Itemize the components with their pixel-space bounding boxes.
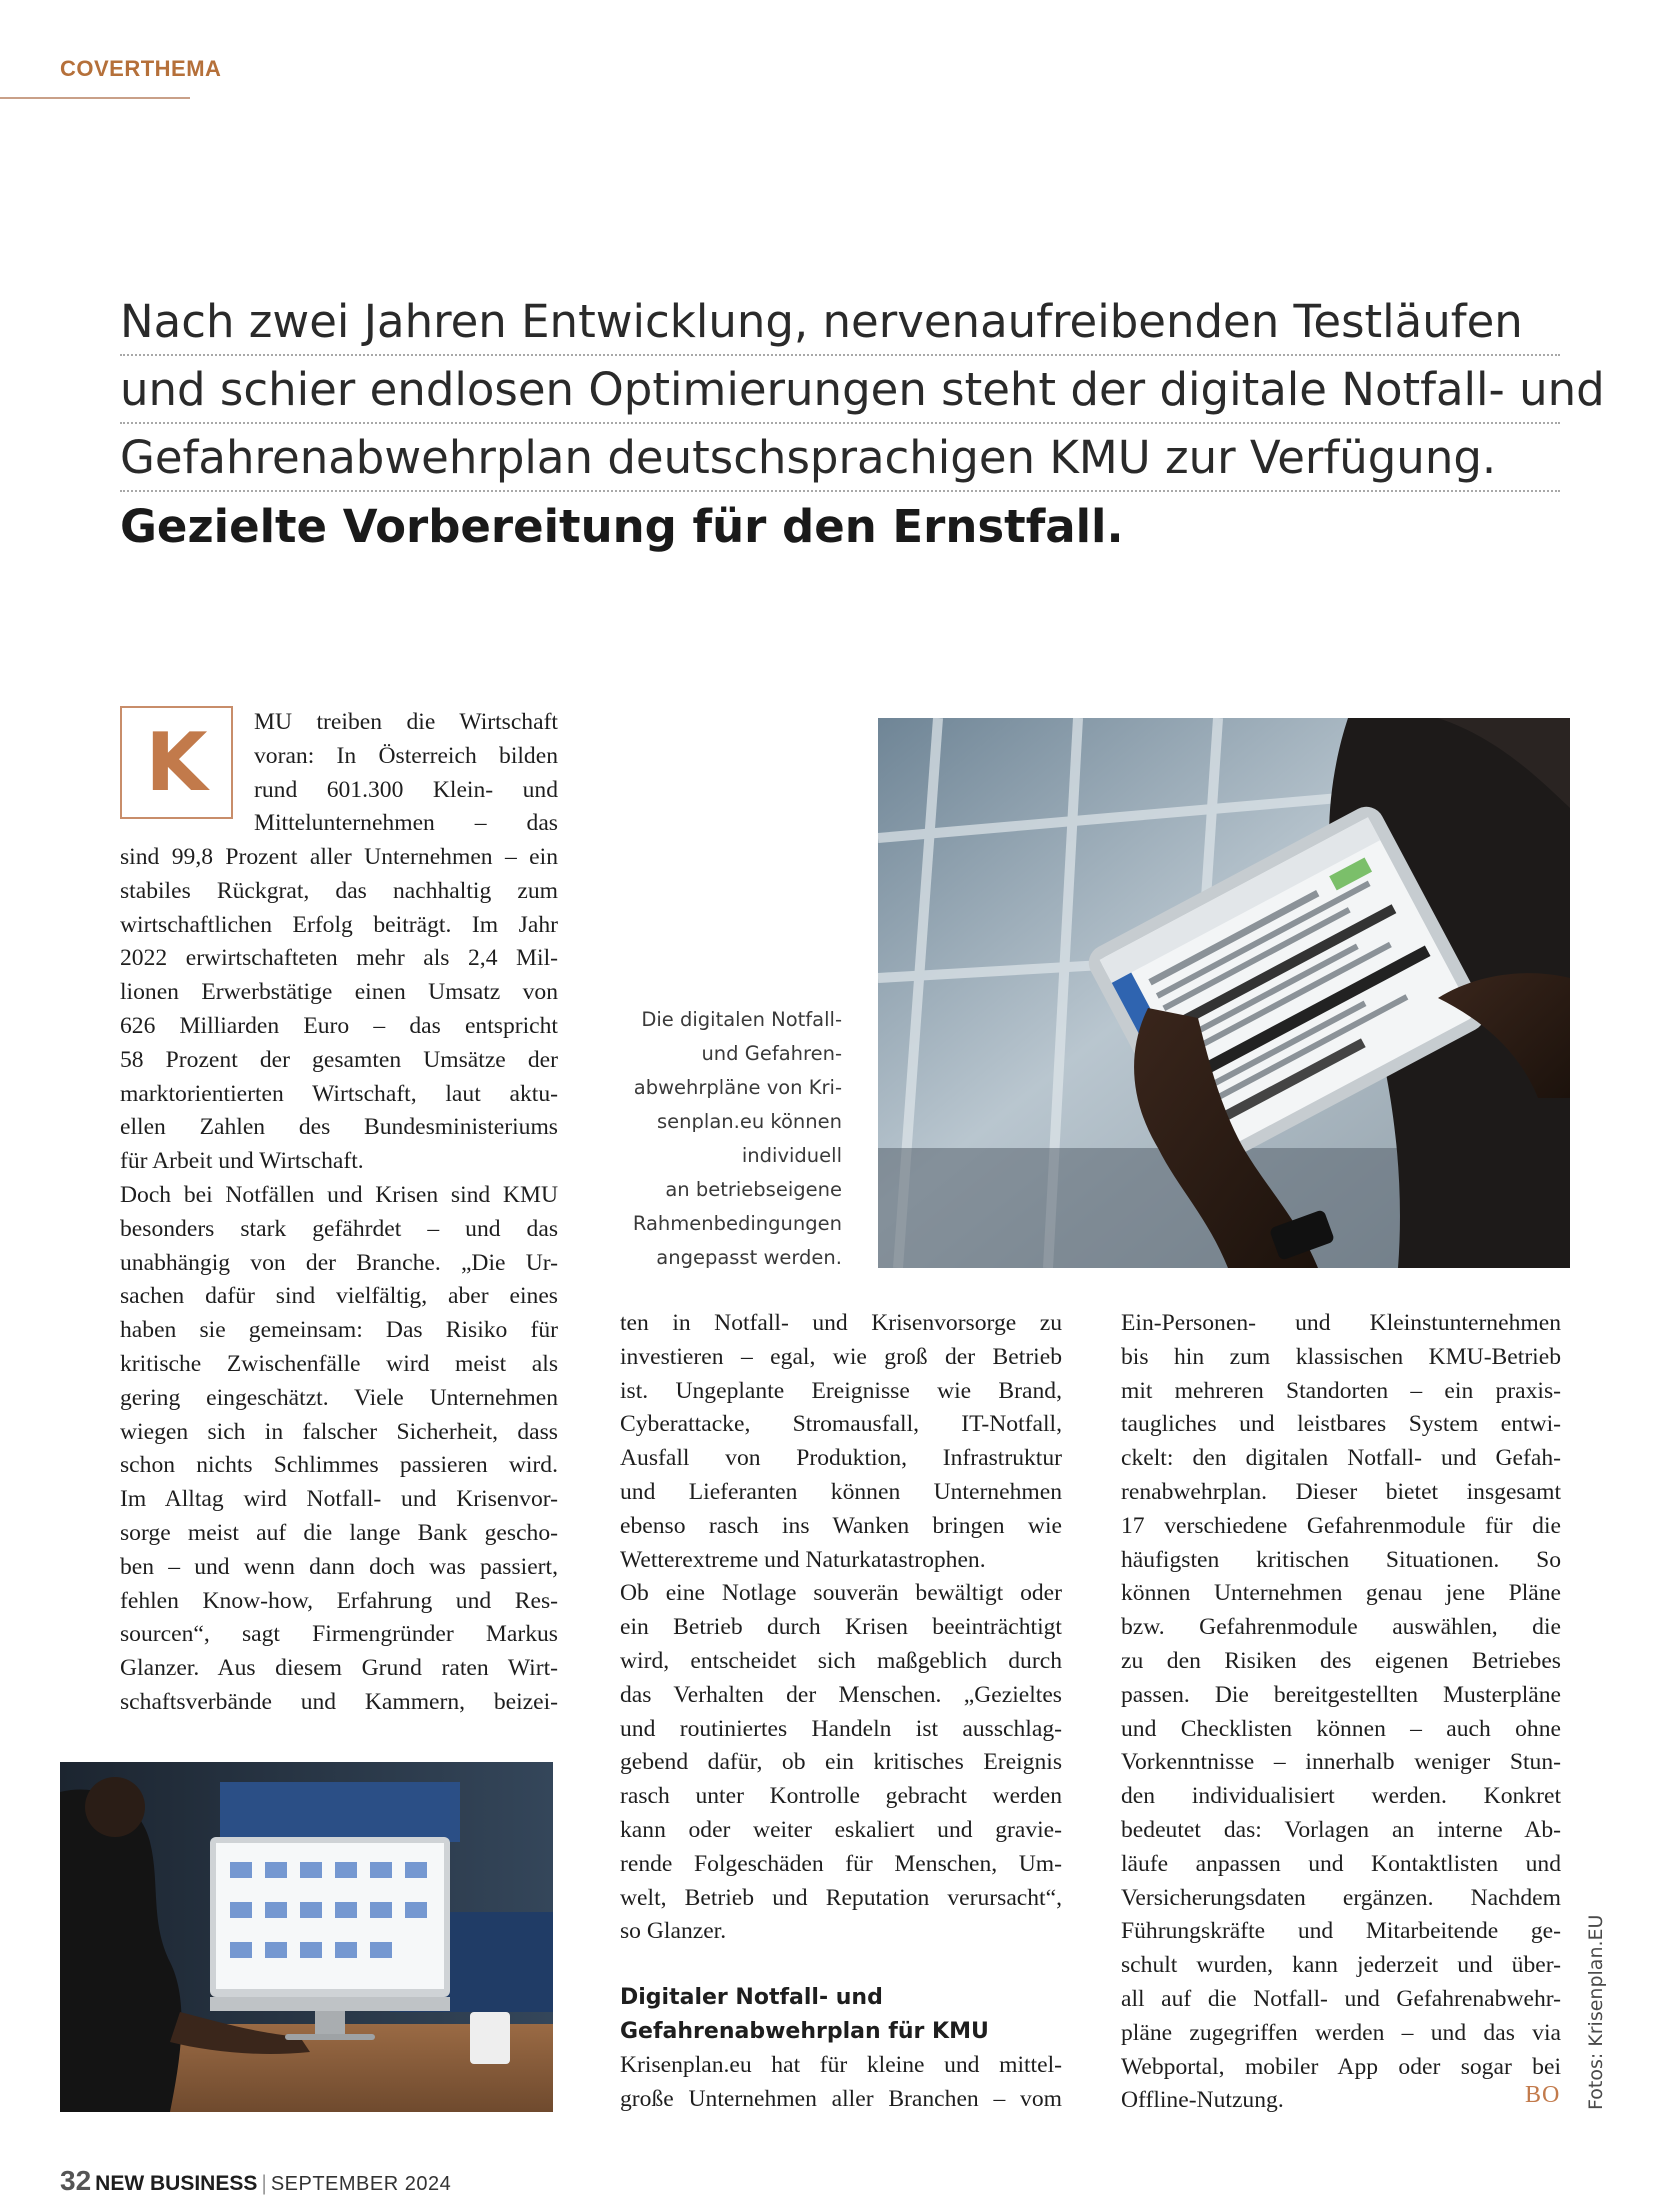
text-line: ten in Notfall- und Krisenvorsorge zu (620, 1310, 1062, 1336)
text-line: Ein-Personen- und Kleinstunternehmen (1121, 1310, 1561, 1336)
text-line: haben sie gemeinsam: Das Risiko für (120, 1317, 558, 1344)
section-rule (0, 97, 190, 99)
text-line: den individualisiert werden. Konkret (1121, 1783, 1561, 1810)
text-line: Führungskräfte und Mitarbeitende ge- (1121, 1918, 1561, 1945)
caption-line: Rahmenbedingungen (632, 1212, 842, 1235)
text-line: rund 601.300 Klein- und (254, 776, 558, 803)
text-line: rende Folgeschäden für Menschen, Um- (620, 1850, 1062, 1877)
caption-line: individuell (741, 1144, 842, 1167)
text-line: ist. Ungeplante Ereignisse wie Brand, (620, 1377, 1062, 1404)
text-line: Ausfall von Produktion, Infrastruktur (620, 1445, 1062, 1472)
text-line: Versicherungsdaten ergänzen. Nachdem (1121, 1884, 1561, 1911)
text-line: pläne zugegriffen werden – und das via (1121, 2019, 1561, 2046)
intro-lead (120, 288, 1605, 492)
caption-line: und Gefahren- (701, 1042, 842, 1065)
text-line: 17 verschiedene Gefahrenmodule für die (1121, 1512, 1561, 1539)
subhead-line: Gefahrenabwehrplan für KMU (620, 2019, 989, 2044)
text-line: Im Alltag wird Notfall- und Krisenvor- (120, 1486, 558, 1513)
text-line: Offline-Nutzung. (1121, 2087, 1284, 2114)
caption-line: Die digitalen Notfall- (641, 1008, 842, 1031)
text-line: das Verhalten der Menschen. „Gezieltes (620, 1681, 1062, 1708)
text-line: 626 Milliarden Euro – das entspricht (120, 1012, 558, 1039)
text-line: bis hin zum klassischen KMU-Betrieb (1121, 1343, 1561, 1370)
text-line: unabhängig von der Branche. „Die Ur- (120, 1249, 558, 1276)
caption-line: senplan.eu können (657, 1110, 842, 1133)
photo-caption (600, 1003, 842, 1275)
text-line: 58 Prozent der gesamten Umsätze der (120, 1046, 558, 1073)
intro-headline: Gezielte Vorbereitung für den Ernstfall. (120, 500, 1124, 553)
photo-credit: Fotos: Krisenplan.EU (1585, 1914, 1607, 2110)
article-column-2-continued (620, 2049, 1062, 2117)
text-line: kritische Zwischenfälle wird meist als (120, 1350, 558, 1377)
text-line: Cyberattacke, Stromausfall, IT-Notfall, (620, 1411, 1062, 1438)
text-line: für Arbeit und Wirtschaft. (120, 1148, 364, 1175)
text-line: wiegen sich in falscher Sicherheit, dass (120, 1418, 558, 1445)
text-line: ben – und wenn dann doch was passiert, (120, 1553, 558, 1580)
text-line: und routiniertes Handeln ist ausschlag- (620, 1715, 1062, 1742)
text-line: all auf die Notfall- und Gefahrenabwehr- (1121, 1985, 1561, 2012)
text-line: welt, Betrieb und Reputation verursacht“, (620, 1884, 1062, 1911)
text-line: lionen Erwerbstätige einen Umsatz von (120, 979, 558, 1006)
text-line: sourcen“, sagt Firmengründer Markus (120, 1621, 558, 1648)
text-line: stabiles Rückgrat, das nachhaltig zum (120, 877, 558, 904)
article-column-1 (120, 841, 558, 1720)
tablet-photo-illustration (878, 718, 1570, 1268)
text-line: wirtschaftlichen Erfolg beiträgt. Im Jahr (120, 911, 558, 938)
text-line: voran: In Österreich bilden (254, 742, 558, 769)
text-line: Glanzer. Aus diesem Grund raten Wirt- (120, 1655, 558, 1682)
text-line: ebenso rasch ins Wanken bringen wie (620, 1512, 1062, 1539)
intro-line: Nach zwei Jahren Entwicklung, nervenaufreibenden Testläufen (120, 288, 1560, 356)
text-line: ellen Zahlen des Bundesministeriums (120, 1114, 558, 1141)
text-line: marktorientierten Wirtschaft, laut aktu- (120, 1080, 558, 1107)
text-line: renabwehrplan. Dieser bietet insgesamt (1121, 1478, 1561, 1505)
article-column-2 (620, 1307, 1062, 1949)
caption-line: abwehrpläne von Kri- (633, 1076, 842, 1099)
text-line: 2022 erwirtschafteten mehr als 2,4 Mil- (120, 945, 558, 972)
article-column-1-wrap (254, 706, 558, 841)
desk-photo-illustration (60, 1762, 553, 2112)
text-line: und Checklisten können – auch ohne (1121, 1715, 1561, 1742)
text-line: Webportal, mobiler App oder sogar bei (1121, 2053, 1561, 2080)
text-line: schult wurden, kann jederzeit und über- (1121, 1952, 1561, 1979)
text-line: ein Betrieb durch Krisen beeinträchtigt (620, 1614, 1062, 1641)
text-line: taugliches und leistbares System entwi- (1121, 1411, 1561, 1438)
text-line: so Glanzer. (620, 1918, 727, 1945)
text-line: große Unternehmen aller Branchen – vom (620, 2085, 1062, 2112)
desk-photo (60, 1762, 553, 2112)
text-line: sind 99,8 Prozent aller Unternehmen – ein (120, 844, 558, 870)
page-footer (60, 2165, 451, 2197)
text-line: rasch unter Kontrolle gebracht werden (620, 1783, 1062, 1810)
text-line: gering eingeschätzt. Viele Unternehmen (120, 1384, 558, 1411)
text-line: gebend dafür, ob ein kritisches Ereignis (620, 1749, 1062, 1776)
text-line: Krisenplan.eu hat für kleine und mittel- (620, 2052, 1062, 2078)
author-signature: BO (1525, 2082, 1561, 2108)
tablet-photo (878, 718, 1570, 1268)
text-line: bzw. Gefahrenmodule auswählen, die (1121, 1614, 1561, 1641)
article-column-3 (1121, 1307, 1561, 2118)
text-line: Ob eine Notlage souverän bewältigt oder (620, 1580, 1062, 1607)
text-line: ckelt: den digitalen Notfall- und Gefah- (1121, 1445, 1561, 1472)
intro-line: Gefahrenabwehrplan deutschsprachigen KMU zur Verfügung. (120, 424, 1560, 492)
drop-initial-box (120, 706, 233, 819)
issue-date: SEPTEMBER 2024 (270, 2173, 452, 2195)
subhead-line: Digitaler Notfall- und (620, 1985, 883, 2010)
text-line: Wetterextreme und Naturkatastrophen. (620, 1546, 986, 1573)
page-number: 32 (60, 2165, 92, 2196)
text-line: Doch bei Notfällen und Krisen sind KMU (120, 1181, 558, 1208)
caption-line: angepasst werden. (656, 1246, 842, 1269)
section-label: COVERTHEMA (60, 56, 222, 81)
text-line: läufe anpassen und Kontaktlisten und (1121, 1850, 1561, 1877)
text-line: schaftsverbände und Kammern, beizei- (120, 1688, 558, 1715)
intro-line: und schier endlosen Optimierungen steht der digitale Notfall- und (120, 356, 1560, 424)
text-line: und Lieferanten können Unternehmen (620, 1478, 1062, 1505)
text-line: mit mehreren Standorten – ein praxis- (1121, 1377, 1561, 1404)
footer-separator: | (261, 2172, 267, 2195)
text-line: schon nichts Schlimmes passieren wird. (120, 1452, 558, 1479)
text-line: kann oder weiter eskaliert und gravie- (620, 1816, 1062, 1843)
text-line: zu den Risiken des eigenen Betriebes (1121, 1647, 1561, 1674)
text-line: bedeutet das: Vorlagen an interne Ab- (1121, 1816, 1561, 1843)
text-line: wird, entscheidet sich maßgeblich durch (620, 1647, 1062, 1674)
drop-initial: K (145, 715, 208, 809)
text-line: sachen dafür sind vielfältig, aber eines (120, 1283, 558, 1310)
text-line: MU treiben die Wirtschaft (254, 709, 558, 735)
caption-line: an betriebseigene (665, 1178, 842, 1201)
text-line: investieren – egal, wie groß der Betrieb (620, 1343, 1062, 1370)
text-line: häufigsten kritischen Situationen. So (1121, 1546, 1561, 1573)
text-line: können Unternehmen genau jene Pläne (1121, 1580, 1561, 1607)
text-line: passen. Die bereitgestellten Musterpläne (1121, 1681, 1561, 1708)
text-line: fehlen Know-how, Erfahrung und Res- (120, 1587, 558, 1614)
magazine-name: NEW BUSINESS (95, 2172, 258, 2195)
article-subhead (620, 1981, 989, 2049)
text-line: Mittelunternehmen – das (254, 810, 558, 837)
text-line: besonders stark gefährdet – und das (120, 1215, 558, 1242)
text-line: Vorkenntnisse – innerhalb weniger Stun- (1121, 1749, 1561, 1776)
text-line: sorge meist auf die lange Bank gescho- (120, 1519, 558, 1546)
